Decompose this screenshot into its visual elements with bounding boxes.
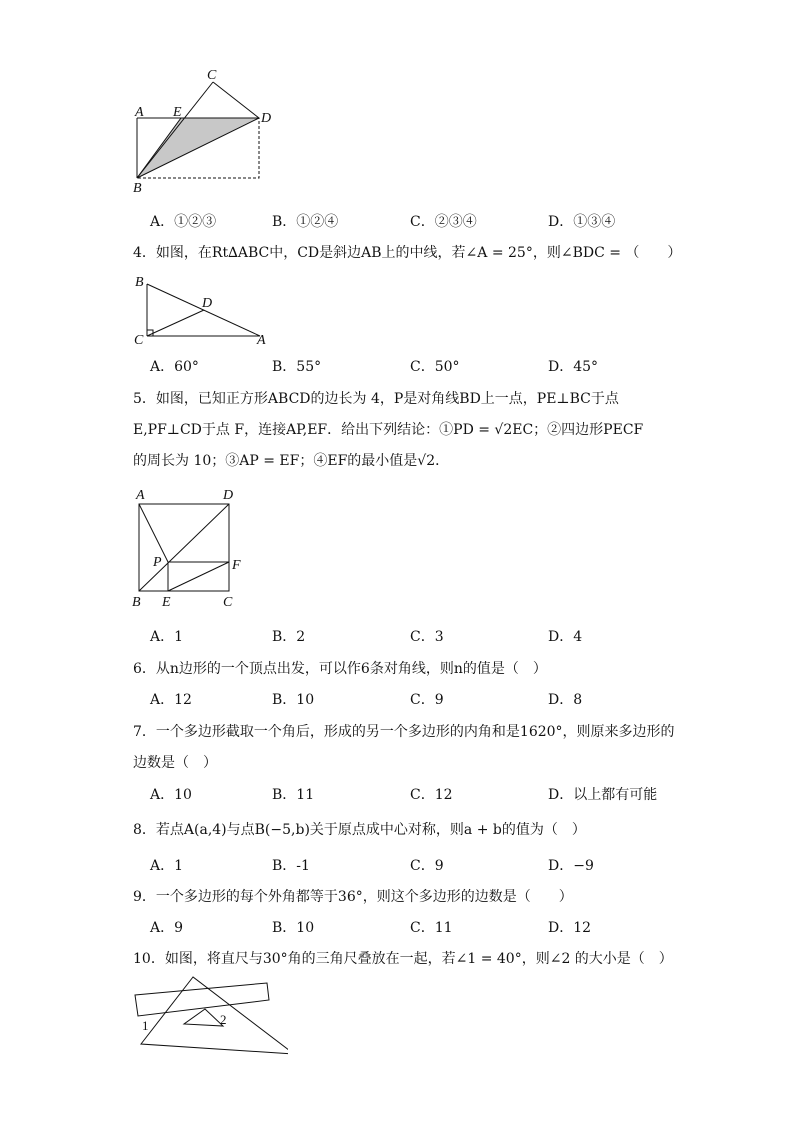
q7-stem-line-1: 7．一个多边形截取一个角后，形成的另一个多边形的内角和是1620°，则原来多边形的 bbox=[133, 724, 675, 740]
q6-option-c[interactable]: C．9 bbox=[410, 692, 444, 708]
label-d: D bbox=[202, 296, 213, 311]
q5-option-c[interactable]: C．3 bbox=[410, 629, 444, 645]
label-p: P bbox=[153, 555, 162, 570]
q3-option-d[interactable]: D．①③④ bbox=[548, 214, 616, 230]
q7-stem-line-2: 边数是（ ） bbox=[133, 755, 217, 771]
segment-cd bbox=[213, 82, 259, 118]
q5-option-b[interactable]: B．2 bbox=[272, 629, 306, 645]
q8-stem: 8．若点A(a,4)与点B(−5,b)关于原点成中心对称，则a + b的值为（ ） bbox=[133, 822, 586, 838]
label-d: D bbox=[223, 488, 234, 503]
q9-option-d[interactable]: D．12 bbox=[548, 920, 592, 936]
label-c: C bbox=[223, 595, 233, 610]
q10-stem: 10．如图，将直尺与30°角的三角尺叠放在一起，若∠1 = 40°，则∠2 的大小是（ ） bbox=[133, 951, 673, 967]
q9-option-a[interactable]: A．9 bbox=[150, 920, 184, 936]
triangle-outer bbox=[141, 977, 288, 1054]
q5-stem-line-2: E,PF⊥CD于点 F，连接AP,EF．给出下列结论：①PD = √2EC；②四边形PECF bbox=[133, 422, 644, 438]
q7-option-b[interactable]: B．11 bbox=[272, 787, 315, 803]
label-c: C bbox=[134, 333, 144, 347]
q5-stem-line-3: 的周长为 10；③AP = EF；④EF的最小值是√2． bbox=[133, 453, 450, 469]
q9-option-b[interactable]: B．10 bbox=[272, 920, 315, 936]
segment-ap bbox=[139, 504, 168, 562]
label-e: E bbox=[162, 595, 171, 610]
q8-option-d[interactable]: D．−9 bbox=[548, 858, 594, 874]
q3-option-c[interactable]: C．②③④ bbox=[410, 214, 477, 230]
label-f: F bbox=[232, 558, 241, 573]
q3-option-b[interactable]: B．①②④ bbox=[272, 214, 339, 230]
q5-option-d[interactable]: D．4 bbox=[548, 629, 583, 645]
q3-option-a[interactable]: A．①②③ bbox=[150, 214, 217, 230]
q7-option-d[interactable]: D．以上都有可能 bbox=[548, 787, 658, 803]
label-e: E bbox=[173, 105, 182, 120]
q6-option-a[interactable]: A．12 bbox=[150, 692, 192, 708]
figure-q4 bbox=[130, 272, 275, 347]
q6-stem: 6．从n边形的一个顶点出发，可以作6条对角线，则n的值是（ ） bbox=[133, 661, 547, 677]
q8-option-c[interactable]: C．9 bbox=[410, 858, 444, 874]
q4-option-d[interactable]: D．45° bbox=[548, 359, 599, 375]
q6-option-b[interactable]: B．10 bbox=[272, 692, 315, 708]
label-a: A bbox=[257, 333, 266, 347]
label-a: A bbox=[136, 488, 145, 503]
q5-option-a[interactable]: A．1 bbox=[150, 629, 184, 645]
q4-option-c[interactable]: C．50° bbox=[410, 359, 460, 375]
q8-option-b[interactable]: B．-1 bbox=[272, 858, 310, 874]
figure-q3 bbox=[125, 62, 285, 197]
q4-option-b[interactable]: B．55° bbox=[272, 359, 322, 375]
label-angle-2: 2 bbox=[220, 1012, 227, 1027]
figure-q10 bbox=[128, 972, 288, 1062]
shaded-triangle-bed bbox=[137, 118, 259, 178]
label-d: D bbox=[261, 111, 272, 126]
q6-option-d[interactable]: D．8 bbox=[548, 692, 583, 708]
diagonal-bd bbox=[139, 504, 229, 591]
label-c: C bbox=[207, 68, 217, 83]
segment-cd bbox=[147, 310, 204, 336]
label-angle-1: 1 bbox=[142, 1018, 149, 1033]
figure-q5 bbox=[128, 485, 248, 615]
q8-option-a[interactable]: A．1 bbox=[150, 858, 184, 874]
label-a: A bbox=[135, 105, 144, 120]
label-b: B bbox=[135, 275, 144, 290]
q4-stem: 4．如图，在Rt∆ABC中，CD是斜边AB上的中线，若∠A = 25°，则∠BDC = （ ） bbox=[133, 245, 682, 261]
label-b: B bbox=[133, 181, 142, 196]
q5-stem-line-1: 5．如图，已知正方形ABCD的边长为 4，P是对角线BD上一点，PE⊥BC于点 bbox=[133, 391, 619, 407]
q9-stem: 9．一个多边形的每个外角都等于36°，则这个多边形的边数是（ ） bbox=[133, 889, 573, 905]
q7-option-a[interactable]: A．10 bbox=[150, 787, 192, 803]
label-b: B bbox=[132, 595, 141, 610]
q9-option-c[interactable]: C．11 bbox=[410, 920, 453, 936]
segment-ef bbox=[168, 562, 229, 591]
triangle-inner bbox=[184, 1009, 223, 1026]
q7-option-c[interactable]: C．12 bbox=[410, 787, 453, 803]
q4-option-a[interactable]: A．60° bbox=[150, 359, 199, 375]
